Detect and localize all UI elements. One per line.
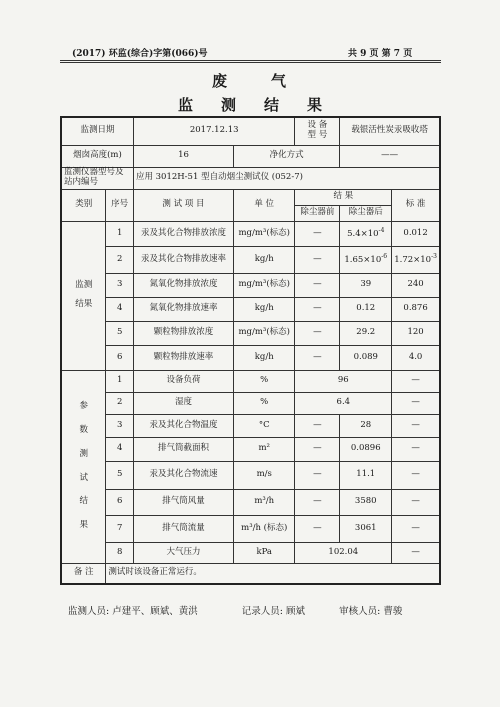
row-seq: 5 bbox=[106, 461, 134, 489]
row-after: 0.089 bbox=[340, 345, 392, 370]
row-seq: 4 bbox=[106, 297, 134, 321]
device-value: 载银活性炭汞吸收塔 bbox=[340, 117, 440, 145]
row-unit: kg/h bbox=[234, 345, 295, 370]
row-seq: 1 bbox=[106, 221, 134, 246]
table-row bbox=[61, 392, 440, 414]
date-label: 监测日期 bbox=[61, 117, 133, 145]
row-after: 3061 bbox=[340, 515, 392, 542]
row-unit: % bbox=[234, 370, 295, 392]
table-row bbox=[61, 246, 440, 273]
row-seq: 2 bbox=[106, 392, 134, 414]
col-after: 除尘器后 bbox=[340, 205, 392, 221]
row-before: — bbox=[295, 461, 340, 489]
instrument-label: 监测仪器型号及站内编号 bbox=[61, 167, 133, 189]
row-item: 排气筒截面积 bbox=[133, 437, 233, 461]
row-item: 汞及其化合物流速 bbox=[133, 461, 233, 489]
row-unit: kg/h bbox=[234, 297, 295, 321]
group-monitoring-results: 监测 结果 bbox=[61, 221, 106, 370]
row-standard: 240 bbox=[392, 273, 440, 297]
row-standard: 0.012 bbox=[392, 221, 440, 246]
row-unit: mg/m³(标态) bbox=[234, 221, 295, 246]
row-seq: 6 bbox=[106, 489, 134, 515]
table-row bbox=[61, 370, 440, 392]
row-after: 28 bbox=[340, 414, 392, 437]
row-standard: 4.0 bbox=[392, 345, 440, 370]
row-item: 氮氧化物排放速率 bbox=[133, 297, 233, 321]
row-before: — bbox=[295, 246, 340, 273]
row-value: 96 bbox=[295, 370, 392, 392]
col-results: 结 果 bbox=[295, 189, 392, 205]
recorder-label: 记录人员: 顾斌 bbox=[241, 606, 306, 617]
row-standard: — bbox=[392, 392, 440, 414]
monitors-label: 监测人员: 卢建平、顾斌、黄洪 bbox=[68, 606, 198, 617]
row-standard: $1.72\times 10^{-3}$ bbox=[392, 246, 440, 273]
row-seq: 6 bbox=[106, 345, 134, 370]
row-item: 氮氧化物排放浓度 bbox=[133, 273, 233, 297]
row-item: 颗粒物排放速率 bbox=[133, 345, 233, 370]
row-unit: kPa bbox=[234, 542, 295, 563]
stack-height-value: 16 bbox=[133, 145, 233, 167]
table-row bbox=[61, 515, 440, 542]
page-info: 共 9 页 第 7 页 bbox=[348, 49, 413, 59]
row-before: — bbox=[295, 489, 340, 515]
row-unit: m² bbox=[234, 437, 295, 461]
table-row bbox=[61, 321, 440, 345]
row-after: 0.12 bbox=[340, 297, 392, 321]
col-unit: 单 位 bbox=[234, 189, 295, 221]
col-item: 测 试 项 目 bbox=[133, 189, 233, 221]
reviewer-label: 审核人员: 曹骏 bbox=[339, 606, 403, 617]
row-item: 排气筒风量 bbox=[133, 489, 233, 515]
row-seq: 3 bbox=[106, 414, 134, 437]
row-before: — bbox=[295, 515, 340, 542]
row-seq: 2 bbox=[106, 246, 134, 273]
purify-method-value: —— bbox=[340, 145, 440, 167]
row-standard: 120 bbox=[392, 321, 440, 345]
row-unit: °C bbox=[234, 414, 295, 437]
signature-footer bbox=[68, 603, 402, 617]
row-before: — bbox=[295, 297, 340, 321]
row-before: — bbox=[295, 221, 340, 246]
row-after: 39 bbox=[340, 273, 392, 297]
row-unit: % bbox=[234, 392, 295, 414]
remarks-value: 测试时该设备正常运行。 bbox=[106, 563, 440, 584]
table-row bbox=[61, 542, 440, 563]
table-row bbox=[61, 345, 440, 370]
row-standard: — bbox=[392, 414, 440, 437]
row-item: 汞及其化合物温度 bbox=[133, 414, 233, 437]
table-row bbox=[61, 414, 440, 437]
col-category: 类别 bbox=[61, 189, 106, 221]
table-row bbox=[61, 273, 440, 297]
row-unit: m³/h bbox=[234, 489, 295, 515]
row-after: 11.1 bbox=[340, 461, 392, 489]
results-table bbox=[60, 116, 441, 585]
row-seq: 7 bbox=[106, 515, 134, 542]
row-unit: m/s bbox=[234, 461, 295, 489]
title-waste-gas: 废 气 bbox=[211, 72, 289, 90]
purify-method-label: 净化方式 bbox=[234, 145, 340, 167]
table-row bbox=[61, 437, 440, 461]
row-seq: 1 bbox=[106, 370, 134, 392]
row-seq: 4 bbox=[106, 437, 134, 461]
table-row bbox=[61, 461, 440, 489]
header-rule bbox=[60, 60, 441, 61]
row-unit: mg/m³(标态) bbox=[234, 321, 295, 345]
title-monitoring-results: 监 测 结 果 bbox=[177, 96, 323, 114]
row-item: 排气筒流量 bbox=[133, 515, 233, 542]
row-item: 设备负荷 bbox=[133, 370, 233, 392]
col-before: 除尘器前 bbox=[295, 205, 340, 221]
row-before: — bbox=[295, 273, 340, 297]
col-seq: 序号 bbox=[106, 189, 134, 221]
table-row bbox=[61, 297, 440, 321]
row-standard: — bbox=[392, 489, 440, 515]
row-unit: mg/m³(标态) bbox=[234, 273, 295, 297]
header-rule-2 bbox=[60, 62, 441, 63]
row-before: — bbox=[295, 321, 340, 345]
row-unit: m³/h (标态) bbox=[234, 515, 295, 542]
row-standard: — bbox=[392, 515, 440, 542]
row-after: 29.2 bbox=[340, 321, 392, 345]
row-item: 汞及其化合物排放浓度 bbox=[133, 221, 233, 246]
row-item: 湿度 bbox=[133, 392, 233, 414]
row-standard: — bbox=[392, 542, 440, 563]
row-item: 大气压力 bbox=[133, 542, 233, 563]
row-unit: kg/h bbox=[234, 246, 295, 273]
row-after: 0.0896 bbox=[340, 437, 392, 461]
stack-height-label: 烟囱高度(m) bbox=[61, 145, 133, 167]
row-after: $1.65\times 10^{-6}$ bbox=[340, 246, 392, 273]
row-value: 6.4 bbox=[295, 392, 392, 414]
device-label: 设 备 型 号 bbox=[295, 117, 340, 145]
row-seq: 3 bbox=[106, 273, 134, 297]
row-before: — bbox=[295, 414, 340, 437]
row-before: — bbox=[295, 437, 340, 461]
table-row bbox=[61, 489, 440, 515]
col-standard: 标 准 bbox=[392, 189, 440, 221]
row-standard: 0.876 bbox=[392, 297, 440, 321]
row-after: $5.4\times 10^{-4}$ bbox=[340, 221, 392, 246]
instrument-value: 应用 3012H-51 型自动烟尘测试仪 (052-7) bbox=[133, 167, 440, 189]
row-before: — bbox=[295, 345, 340, 370]
row-value: 102.04 bbox=[295, 542, 392, 563]
group-parameter-results: 参 数 测 试 结 果 bbox=[61, 370, 106, 563]
remarks-label: 备 注 bbox=[61, 563, 106, 584]
row-standard: — bbox=[392, 437, 440, 461]
row-item: 颗粒物排放浓度 bbox=[133, 321, 233, 345]
row-item: 汞及其化合物排放速率 bbox=[133, 246, 233, 273]
row-seq: 8 bbox=[106, 542, 134, 563]
row-standard: — bbox=[392, 370, 440, 392]
date-value: 2017.12.13 bbox=[133, 117, 294, 145]
row-seq: 5 bbox=[106, 321, 134, 345]
report-number: (2017) 环监(综合)字第(066)号 bbox=[72, 49, 208, 59]
row-standard: — bbox=[392, 461, 440, 489]
table-row bbox=[61, 221, 440, 246]
row-after: 3580 bbox=[340, 489, 392, 515]
